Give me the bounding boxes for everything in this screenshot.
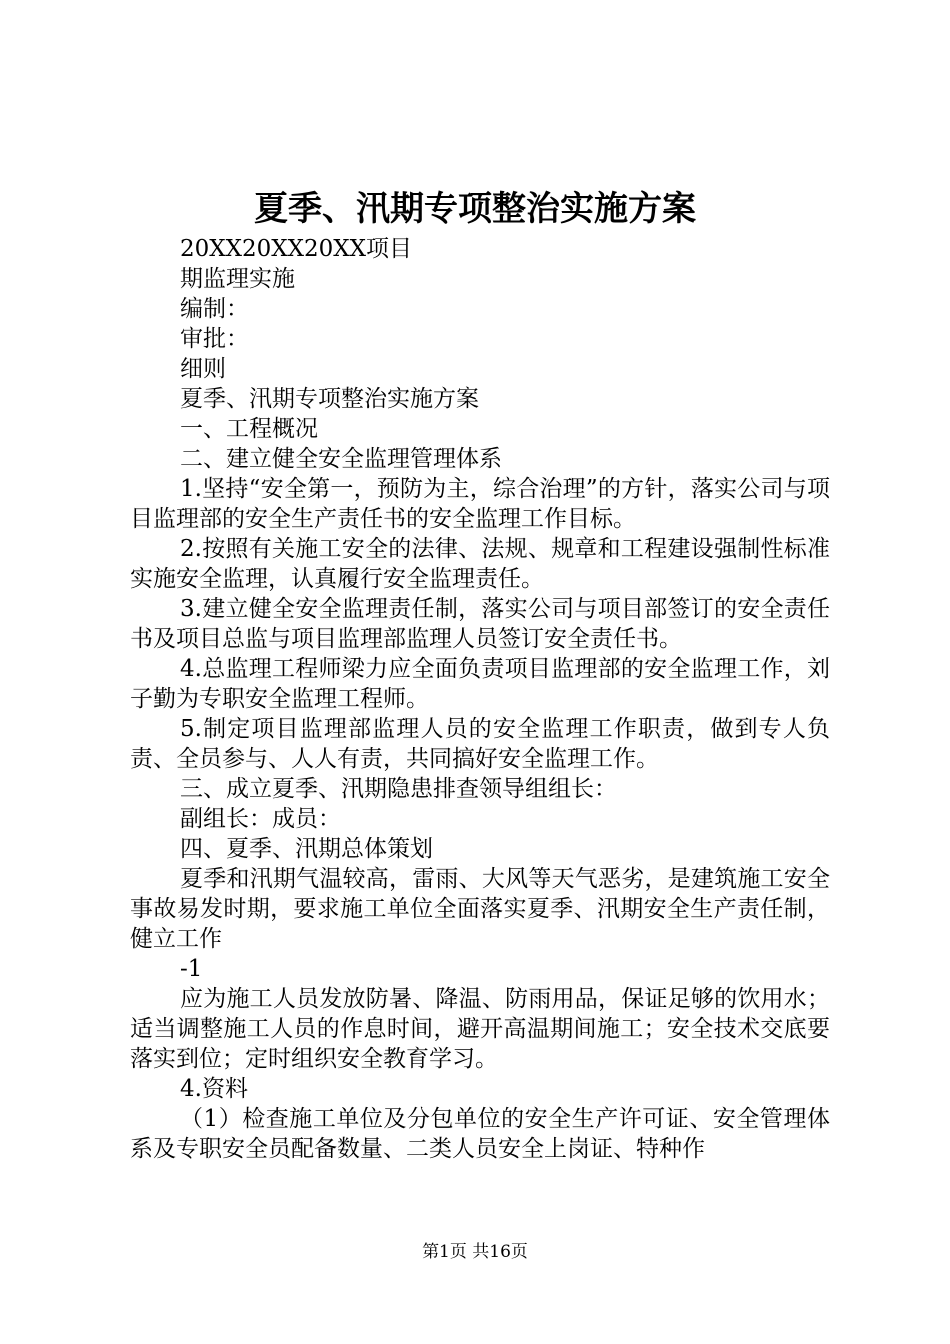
header-line: 编制： [180,296,249,322]
section-heading-4: 四、夏季、汛期总体策划 [180,836,433,862]
list-item: 4.总监理工程师梁力应全面负责项目监理部的安全监理工作，刘子勤为专职安全监理工程师。 [130,656,830,712]
materials-heading: 4.资料 [180,1076,248,1102]
header-line: 细则 [180,356,226,382]
materials-paragraph: （1）检查施工单位及分包单位的安全生产许可证、安全管理体系及专职安全员配备数量、二类人员安全上岗证、特种作 [130,1106,830,1162]
subtitle: 夏季、汛期专项整治实施方案 [180,386,479,412]
document-title: 夏季、汛期专项整治实施方案 [254,189,696,229]
page-footer: 第1页 共16页 [422,1242,528,1262]
list-item: 3.建立健全安全监理责任制，落实公司与项目部签订的安全责任书及项目总监与项目监理部监理人员签订安全责任书。 [130,596,830,652]
section-heading-1: 一、工程概况 [180,416,318,442]
section-members: 副组长：成员： [180,806,341,832]
section-4-paragraph: 夏季和汛期气温较高，雷雨、大风等天气恶劣，是建筑施工安全事故易发时期，要求施工单位全面落实夏季、汛期安全生产责任制，健立工作 [130,866,830,952]
document-body [130,234,830,1164]
list-item: 5.制定项目监理部监理人员的安全监理工作职责，做到专人负责、全员参与、人人有责，共同搞好安全监理工作。 [130,716,830,772]
header-line: 审批： [180,326,249,352]
list-item: 2.按照有关施工安全的法律、法规、规章和工程建设强制性标准实施安全监理，认真履行安全监理责任。 [130,536,830,592]
list-item: 1.坚持“安全第一，预防为主，综合治理”的方针，落实公司与项目监理部的安全生产责任书的安全监理工作目标。 [130,476,830,532]
section-heading-3: 三、成立夏季、汛期隐患排查领导组组长： [180,776,617,802]
supplies-paragraph: 应为施工人员发放防暑、降温、防雨用品，保证足够的饮用水；适当调整施工人员的作息时间，避开高温期间施工；安全技术交底要落实到位；定时组织安全教育学习。 [130,986,830,1072]
header-line: 20XX20XX20XX项目 [180,236,413,262]
page-marker: -1 [180,956,203,982]
section-heading-2: 二、建立健全安全监理管理体系 [180,446,502,472]
header-line: 期监理实施 [180,266,295,292]
